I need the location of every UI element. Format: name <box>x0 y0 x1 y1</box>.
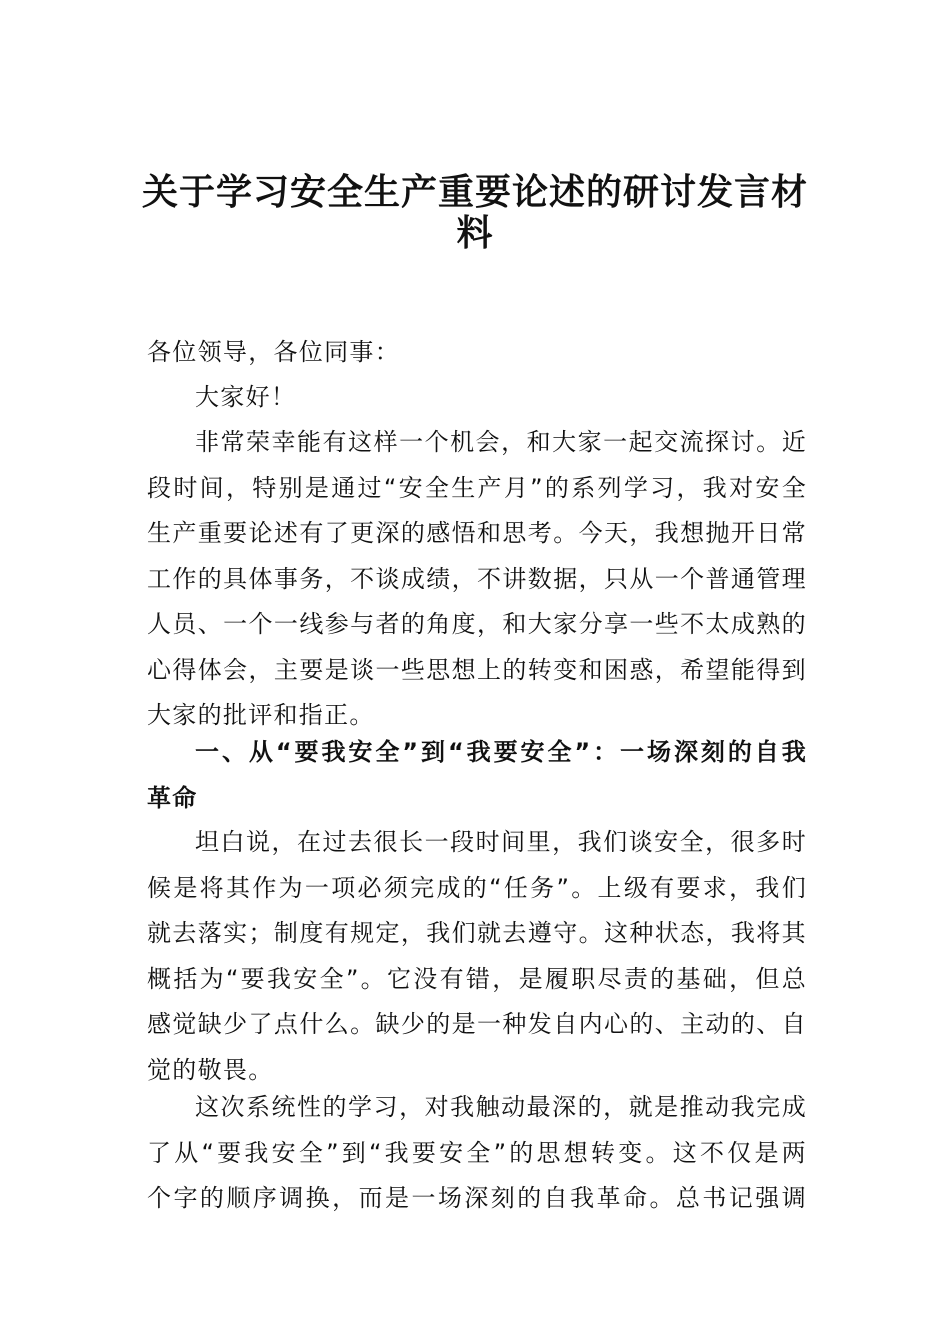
paragraph-line: 心得体会，主要是谈一些思想上的转变和困惑，希望能得到 <box>147 655 807 684</box>
paragraph-line: 大家的批评和指正。 <box>147 701 375 729</box>
salutation <box>147 330 807 376</box>
paragraph-line: 坦白说，在过去很长一段时间里，我们谈安全，很多时 <box>195 828 807 856</box>
paragraph-section-1-a <box>147 820 807 1093</box>
document-title-line-1: 关于学习安全生产重要论述的研讨发言材 <box>141 171 808 213</box>
paragraph-line: 人员、一个一线参与者的角度，和大家分享一些不太成熟的 <box>147 610 807 638</box>
paragraph-line: 个字的顺序调换，而是一场深刻的自我革命。总书记强调 <box>147 1184 807 1212</box>
paragraph-line: 感觉缺少了点什么。缺少的是一种发自内心的、主动的、自 <box>147 1010 807 1038</box>
paragraph-line: 了从“要我安全”到“我要安全”的思想转变。这不仅是两 <box>147 1138 807 1167</box>
paragraph-section-1-b <box>147 1085 807 1222</box>
greeting <box>147 375 807 421</box>
salutation-text: 各位领导，各位同事： <box>147 338 400 366</box>
paragraph-line: 这次系统性的学习，对我触动最深的，就是推动我完成 <box>195 1093 807 1121</box>
paragraph-line: 觉的敬畏。 <box>147 1055 274 1084</box>
paragraph-line: 概括为“要我安全”。它没有错，是履职尽责的基础，但总 <box>147 964 807 993</box>
paragraph-line: 就去落实；制度有规定，我们就去遵守。这种状态，我将其 <box>147 919 807 947</box>
greeting-text: 大家好！ <box>195 383 297 411</box>
paragraph-line: 生产重要论述有了更深的感悟和思考。今天，我想抛开日常 <box>147 519 807 547</box>
paragraph-line: 候是将其作为一项必须完成的“任务”。上级有要求，我们 <box>147 873 807 902</box>
paragraph-line: 工作的具体事务，不谈成绩，不讲数据，只从一个普通管理 <box>147 564 807 593</box>
paragraph-intro <box>147 420 807 739</box>
paragraph-line: 非常荣幸能有这样一个机会，和大家一起交流探讨。近 <box>195 428 807 456</box>
paragraph-line: 段时间，特别是通过“安全生产月”的系列学习，我对安全 <box>147 473 807 502</box>
document-title-line-2: 料 <box>456 212 494 254</box>
heading-line: 革命 <box>147 783 198 812</box>
section-heading-1 <box>147 730 807 821</box>
heading-line: 一、从“要我安全”到“我要安全”：一场深刻的自我 <box>195 738 807 766</box>
